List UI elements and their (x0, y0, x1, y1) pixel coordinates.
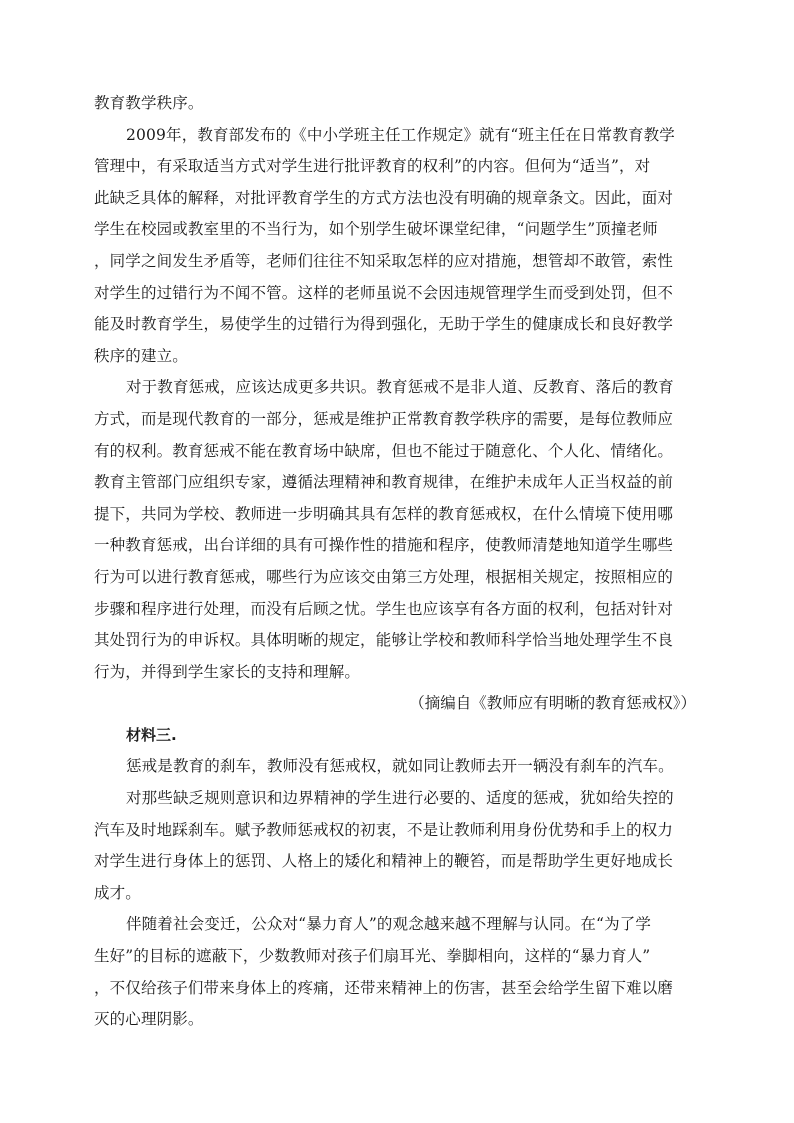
text-line: 汽车及时地踩刹车。赋予教师惩戒权的初衷，不是让教师利用身份优势和手上的权力 (94, 820, 674, 839)
text-line: 2009年，教育部发布的《中小学班主任工作规定》就有“班主任在日常教育教学 (126, 125, 675, 144)
text-line: 提下，共同为学校、教师进一步明确其具有怎样的教育惩戒权，在什么情境下使用哪 (94, 504, 674, 523)
text-line: 成才。 (94, 883, 141, 902)
text-line: 对学生的过错行为不闻不管。这样的老师虽说不会因违规管理学生而受到处罚，但不 (94, 283, 674, 302)
section-heading: 材料三. (126, 725, 177, 744)
text-line: 一种教育惩戒，出台详细的具有可操作性的措施和程序，使教师清楚地知道学生哪些 (94, 536, 674, 555)
text-line: 行为可以进行教育惩戒，哪些行为应该交由第三方处理，根据相关规定，按照相应的 (94, 567, 674, 586)
text-line: 此缺乏具体的解释，对批评教育学生的方式方法也没有明确的规章条文。因此，面对 (94, 188, 674, 207)
text-line: 有的权利。教育惩戒不能在教育场中缺席，但也不能过于随意化、个人化、情绪化。 (94, 441, 674, 460)
text-line: 灭的心理阴影。 (94, 1010, 204, 1029)
text-line: ，不仅给孩子们带来身体上的疼痛，还带来精神上的伤害，甚至会给学生留下难以磨 (94, 978, 674, 997)
text-line: 方式，而是现代教育的一部分，惩戒是维护正常教育教学秩序的需要，是每位教师应 (94, 409, 674, 428)
source-citation: （摘编自《教师应有明晰的教育惩戒权》） (409, 694, 696, 713)
text-line: 对那些缺乏规则意识和边界精神的学生进行必要的、适度的惩戒，犹如给失控的 (126, 789, 674, 808)
text-line: 学生在校园或教室里的不当行为，如个别学生破坏课堂纪律，“问题学生”顶撞老师 (94, 220, 658, 239)
document-page (94, 88, 698, 1036)
text-line: 步骤和程序进行处理，而没有后顾之忧。学生也应该享有各方面的权利，包括对针对 (94, 599, 674, 618)
text-line: ，同学之间发生矛盾等，老师们往往不知采取怎样的应对措施，想管却不敢管，索性 (94, 251, 674, 270)
text-line: 管理中，有采取适当方式对学生进行批评教育的权利”的内容。但何为“适当”，对 (94, 157, 651, 176)
text-line: 对于教育惩戒，应该达成更多共识。教育惩戒不是非人道、反教育、落后的教育 (126, 378, 674, 397)
text-line: 教育教学秩序。 (94, 94, 204, 112)
text-line: 教育主管部门应组织专家，遵循法理精神和教育规律，在维护未成年人正当权益的前 (94, 473, 674, 492)
text-line: 其处罚行为的申诉权。具体明晰的规定，能够让学校和教师科学恰当地处理学生不良 (94, 631, 674, 650)
text-line: 惩戒是教育的刹车，教师没有惩戒权，就如同让教师去开一辆没有刹车的汽车。 (126, 757, 674, 776)
text-line: 伴随着社会变迁，公众对“暴力育人”的观念越来越不理解与认同。在“为了学 (126, 915, 652, 934)
text-line: 能及时教育学生，易使学生的过错行为得到强化，无助于学生的健康成长和良好教学 (94, 315, 674, 334)
text-line: 对学生进行身体上的惩罚、人格上的矮化和精神上的鞭笞，而是帮助学生更好地成长 (94, 852, 674, 871)
text-line: 生好”的目标的遮蔽下，少数教师对孩子们扇耳光、拳脚相向，这样的“暴力育人” (94, 947, 651, 966)
text-line: 行为，并得到学生家长的支持和理解。 (94, 662, 361, 681)
text-line: 秩序的建立。 (94, 346, 188, 365)
